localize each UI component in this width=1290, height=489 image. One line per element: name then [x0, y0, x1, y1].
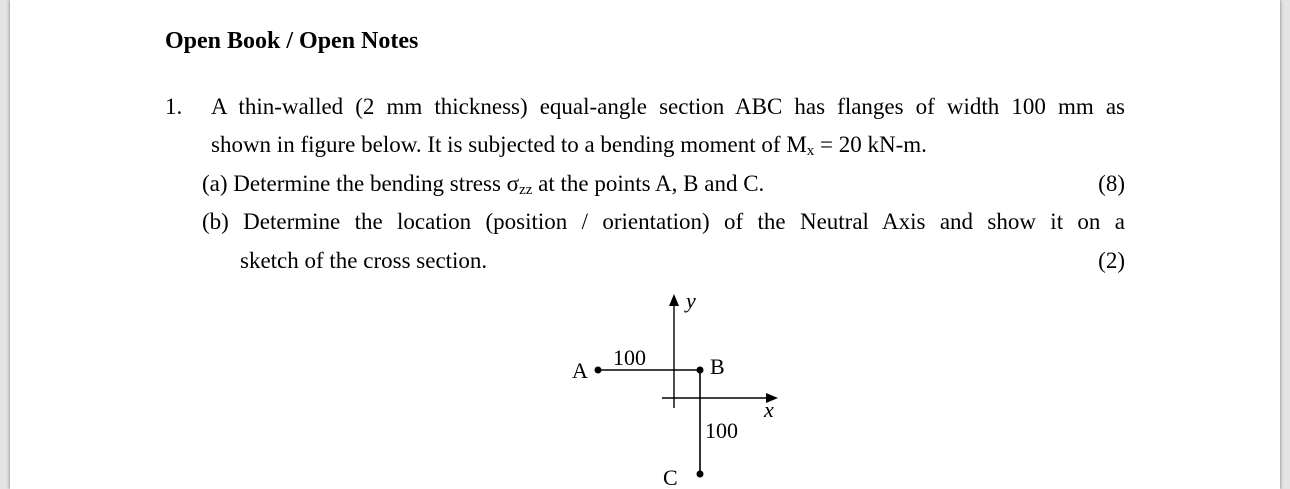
- part-a-pre: (a) Determine the bending stress σ: [202, 171, 520, 196]
- part-b-marks: (2): [1098, 248, 1125, 273]
- stress-subscript: zz: [519, 182, 533, 198]
- horizontal-dimension-label: 100: [613, 345, 646, 370]
- question-line-2-post: = 20 kN-m.: [814, 132, 927, 157]
- moment-subscript: x: [806, 143, 815, 159]
- point-a-label: A: [572, 358, 588, 383]
- point-c-dot: [697, 471, 704, 478]
- vertical-dimension-label: 100: [705, 418, 738, 443]
- part-a-post: at the points A, B and C.: [532, 171, 765, 196]
- document-page: [10, 0, 1280, 489]
- part-b-line-1: (b) Determine the location (position / orientation) of the Neutral Axis and show it on a: [202, 209, 1125, 234]
- page-heading: Open Book / Open Notes: [165, 28, 419, 54]
- part-a-text: [202, 169, 764, 205]
- part-b-line-2: sketch of the cross section.: [240, 248, 488, 273]
- point-b-label: B: [710, 354, 725, 379]
- y-axis-arrowhead: [669, 294, 679, 306]
- part-a-marks: (8): [1098, 171, 1125, 196]
- question-number: 1.: [165, 94, 183, 119]
- y-axis-label: y: [686, 288, 696, 313]
- question-line-1: A thin-walled (2 mm thickness) equal-angle section ABC has flanges of width 100 mm as: [211, 94, 1125, 119]
- x-axis-label: x: [764, 397, 774, 422]
- cross-section-figure: [550, 288, 790, 489]
- point-c-label: C: [663, 465, 678, 489]
- point-a-dot: [595, 367, 602, 374]
- question-line-2-pre: shown in figure below. It is subjected to a bending moment of M: [211, 132, 807, 157]
- question-line-2: [211, 130, 927, 166]
- point-b-dot: [697, 367, 704, 374]
